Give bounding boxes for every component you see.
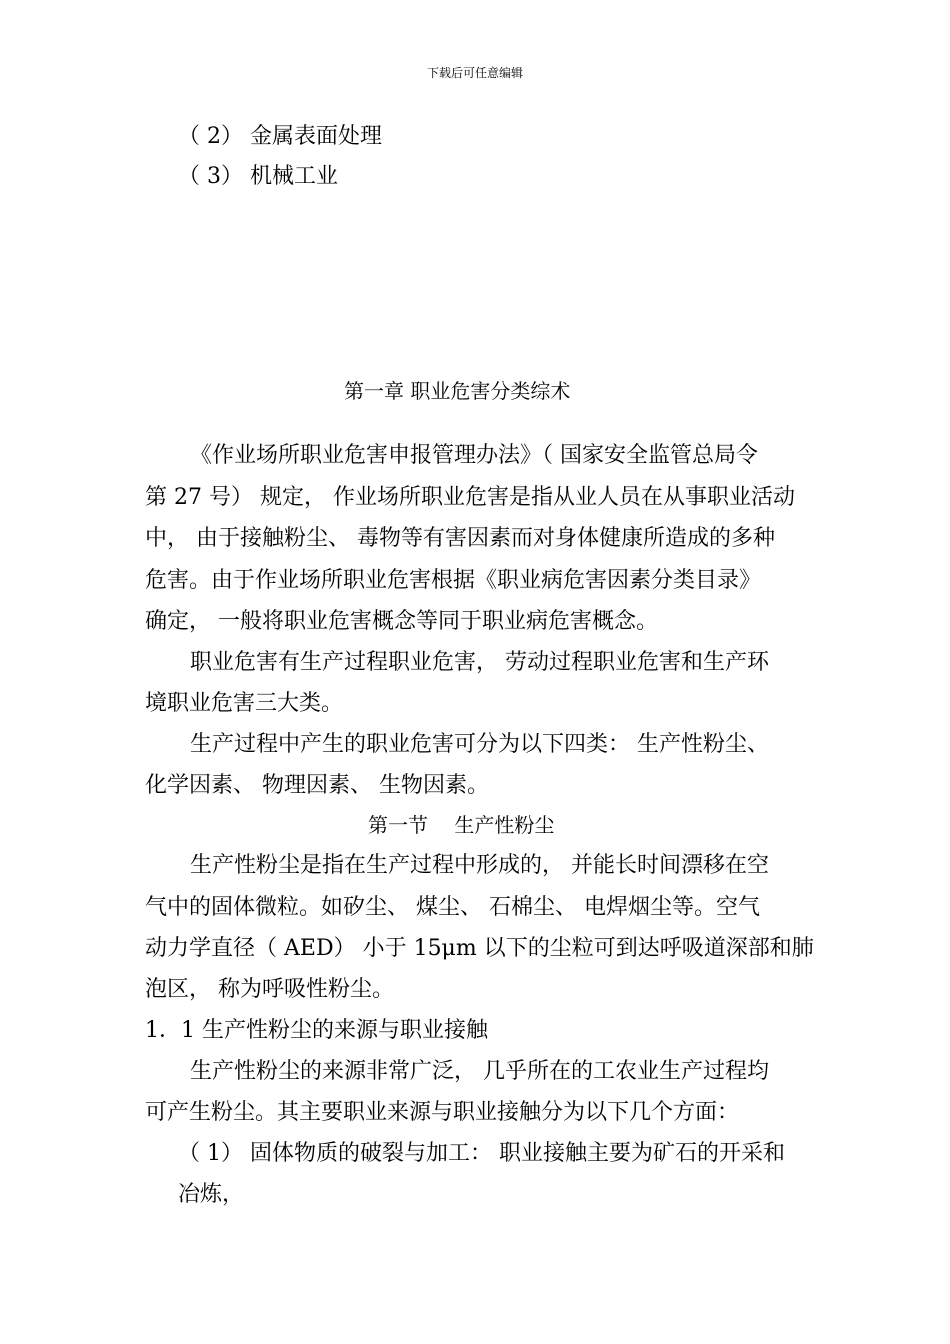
- paragraph-line: 确定， 一般将职业危害概念等同于职业病危害概念。: [145, 609, 658, 634]
- paragraph-line: 化学因素、 物理因素、 生物因素。: [145, 773, 489, 798]
- paragraph-line: 生产过程中产生的职业危害可分为以下四类： 生产性粉尘、: [190, 732, 769, 757]
- subheading-dust-sources: 1．1 生产性粉尘的来源与职业接触: [145, 1018, 488, 1043]
- list-item-solid-crushing: （ 1） 固体物质的破裂与加工： 职业接触主要为矿石的开采和: [178, 1141, 785, 1166]
- paragraph-line: 危害。由于作业场所职业危害根据《职业病危害因素分类目录》: [145, 568, 762, 593]
- paragraph-line: 生产性粉尘是指在生产过程中形成的， 并能长时间漂移在空: [190, 853, 769, 878]
- list-item-machinery: （ 3） 机械工业: [178, 164, 338, 189]
- paragraph-line: 职业危害有生产过程职业危害， 劳动过程职业危害和生产环: [190, 650, 769, 675]
- paragraph-line: 气中的固体微粒。如矽尘、 煤尘、 石棉尘、 电焊烟尘等。空气: [145, 895, 760, 920]
- page-header-note: 下载后可任意编辑: [426, 66, 523, 80]
- list-item-continuation: 冶炼，: [178, 1182, 245, 1207]
- section-title: 第一节 生产性粉尘: [368, 813, 555, 837]
- paragraph-line: 生产性粉尘的来源非常广泛， 几乎所在的工农业生产过程均: [190, 1059, 769, 1084]
- paragraph-line: 可产生粉尘。其主要职业来源与职业接触分为以下几个方面：: [145, 1100, 740, 1125]
- paragraph-line: 第 27 号） 规定， 作业场所职业危害是指从业人员在从事职业活动: [145, 485, 795, 510]
- paragraph-line: 动力学直径（ AED） 小于 15μm 以下的尘粒可到达呼吸道深部和肺: [145, 936, 814, 961]
- paragraph-line: 中， 由于接触粉尘、 毒物等有害因素而对身体健康所造成的多种: [145, 526, 775, 551]
- paragraph-line: 境职业危害三大类。: [145, 691, 344, 716]
- paragraph-line: 《作业场所职业危害申报管理办法》（ 国家安全监管总局令: [190, 443, 758, 468]
- chapter-title: 第一章 职业危害分类综术: [344, 379, 571, 403]
- list-item-metal-surface: （ 2） 金属表面处理: [178, 124, 382, 149]
- paragraph-line: 泡区， 称为呼吸性粉尘。: [145, 977, 394, 1002]
